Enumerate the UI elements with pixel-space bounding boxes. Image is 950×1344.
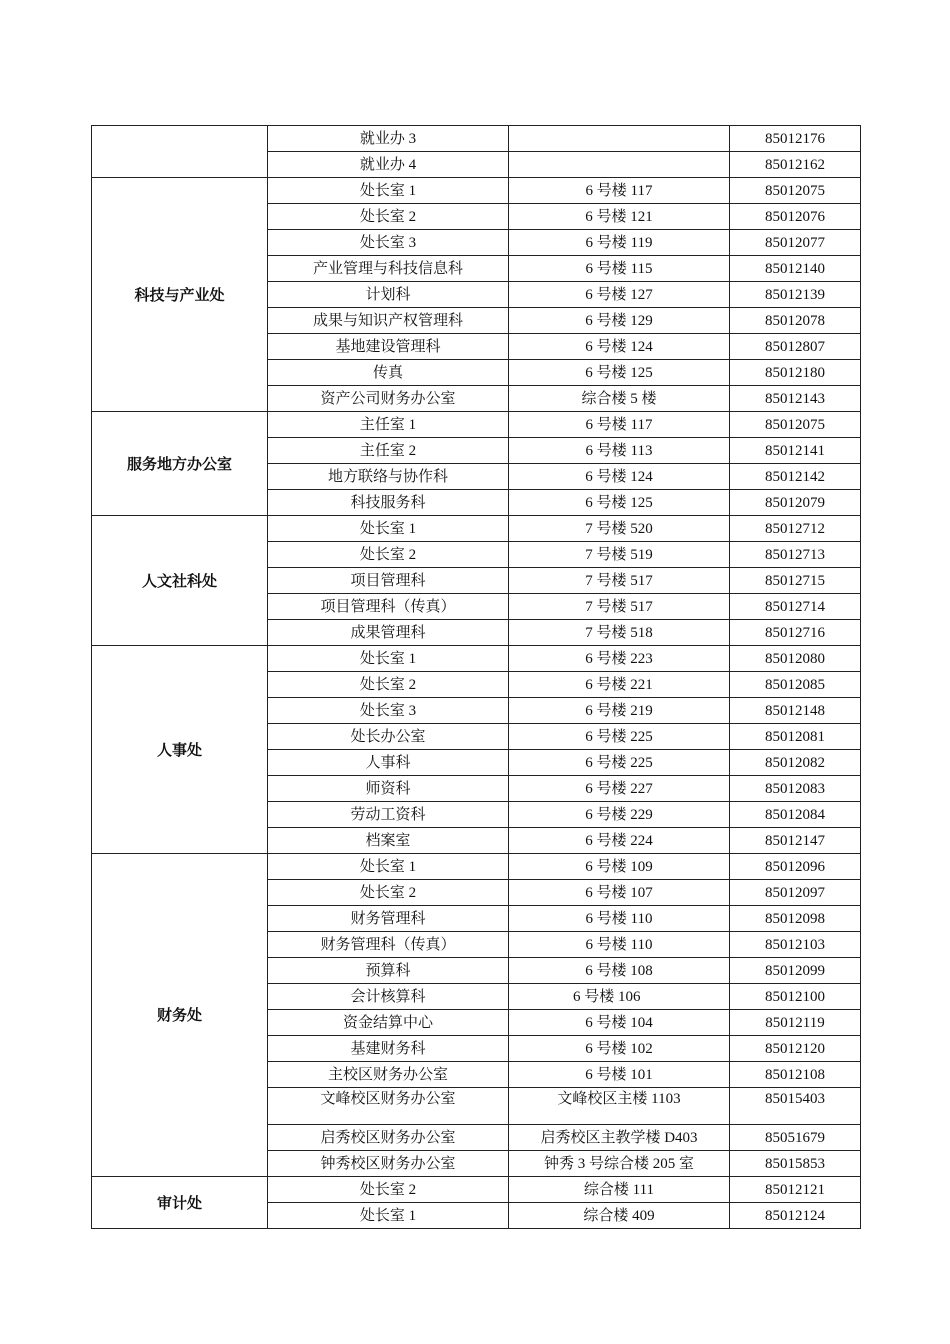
phone-number: 85012083 [730,776,861,802]
office-location: 6 号楼 110 [509,906,730,932]
office-name: 处长室 2 [268,542,509,568]
office-name: 启秀校区财务办公室 [268,1125,509,1151]
phone-number: 85012715 [730,568,861,594]
table-row [92,646,861,672]
phone-number: 85012084 [730,802,861,828]
phone-number: 85051679 [730,1125,861,1151]
office-location: 6 号楼 102 [509,1036,730,1062]
phone-number: 85012142 [730,464,861,490]
office-name: 处长室 3 [268,698,509,724]
office-location: 6 号楼 104 [509,1010,730,1036]
office-name: 成果与知识产权管理科 [268,308,509,334]
phone-number: 85012119 [730,1010,861,1036]
phone-number: 85012108 [730,1062,861,1088]
office-name: 财务管理科 [268,906,509,932]
phone-number: 85012077 [730,230,861,256]
phone-number: 85012080 [730,646,861,672]
phone-number: 85012120 [730,1036,861,1062]
department-name: 科技与产业处 [92,178,268,412]
phone-number: 85012140 [730,256,861,282]
office-name: 人事科 [268,750,509,776]
phone-directory-body [92,126,861,1229]
phone-number: 85012079 [730,490,861,516]
office-location: 6 号楼 129 [509,308,730,334]
office-location: 综合楼 409 [509,1203,730,1229]
office-location: 钟秀 3 号综合楼 205 室 [509,1151,730,1177]
office-name: 就业办 4 [268,152,509,178]
office-location: 6 号楼 124 [509,334,730,360]
office-name: 项目管理科 [268,568,509,594]
office-location: 7 号楼 519 [509,542,730,568]
phone-number: 85012148 [730,698,861,724]
office-location: 6 号楼 110 [509,932,730,958]
phone-number: 85012100 [730,984,861,1010]
department-name: 人文社科处 [92,516,268,646]
office-location: 6 号楼 127 [509,282,730,308]
office-location [509,126,730,152]
office-name: 主校区财务办公室 [268,1062,509,1088]
office-name: 处长办公室 [268,724,509,750]
office-location: 6 号楼 229 [509,802,730,828]
office-name: 基地建设管理科 [268,334,509,360]
phone-number: 85012143 [730,386,861,412]
office-name: 文峰校区财务办公室 [268,1088,509,1125]
office-location: 6 号楼 124 [509,464,730,490]
phone-number: 85012096 [730,854,861,880]
phone-number: 85012085 [730,672,861,698]
department-name [92,126,268,178]
office-location: 7 号楼 517 [509,594,730,620]
phone-number: 85012075 [730,178,861,204]
office-name: 预算科 [268,958,509,984]
office-name: 钟秀校区财务办公室 [268,1151,509,1177]
office-location: 6 号楼 121 [509,204,730,230]
office-location: 文峰校区主楼 1103 [509,1088,730,1125]
office-name: 档案室 [268,828,509,854]
phone-number: 85012124 [730,1203,861,1229]
phone-number: 85012176 [730,126,861,152]
office-location: 7 号楼 518 [509,620,730,646]
table-row [92,516,861,542]
office-name: 处长室 3 [268,230,509,256]
department-name: 服务地方办公室 [92,412,268,516]
phone-number: 85012139 [730,282,861,308]
office-location: 6 号楼 224 [509,828,730,854]
phone-number: 85012121 [730,1177,861,1203]
phone-number: 85012714 [730,594,861,620]
phone-number: 85012078 [730,308,861,334]
office-location: 6 号楼 106 [509,984,730,1010]
office-location: 6 号楼 221 [509,672,730,698]
office-location: 6 号楼 227 [509,776,730,802]
office-name: 会计核算科 [268,984,509,1010]
phone-number: 85012075 [730,412,861,438]
office-location: 6 号楼 109 [509,854,730,880]
phone-number: 85012807 [730,334,861,360]
office-name: 科技服务科 [268,490,509,516]
office-name: 处长室 2 [268,880,509,906]
phone-number: 85012076 [730,204,861,230]
office-location: 6 号楼 225 [509,750,730,776]
office-location: 6 号楼 107 [509,880,730,906]
office-name: 处长室 1 [268,178,509,204]
office-location: 7 号楼 520 [509,516,730,542]
office-name: 处长室 1 [268,516,509,542]
table-row [92,854,861,880]
office-location: 6 号楼 117 [509,412,730,438]
office-location: 6 号楼 125 [509,490,730,516]
office-name: 传真 [268,360,509,386]
office-name: 项目管理科（传真） [268,594,509,620]
office-name: 处长室 1 [268,854,509,880]
office-name: 劳动工资科 [268,802,509,828]
department-name: 人事处 [92,646,268,854]
office-location [509,152,730,178]
phone-number: 85015403 [730,1088,861,1125]
office-name: 基建财务科 [268,1036,509,1062]
office-name: 处长室 2 [268,204,509,230]
phone-number: 85012716 [730,620,861,646]
office-name: 成果管理科 [268,620,509,646]
office-name: 地方联络与协作科 [268,464,509,490]
office-name: 处长室 2 [268,672,509,698]
office-name: 资产公司财务办公室 [268,386,509,412]
phone-number: 85012141 [730,438,861,464]
phone-number: 85012081 [730,724,861,750]
office-name: 处长室 1 [268,1203,509,1229]
office-name: 处长室 1 [268,646,509,672]
office-name: 财务管理科（传真） [268,932,509,958]
office-name: 资金结算中心 [268,1010,509,1036]
phone-number: 85012099 [730,958,861,984]
office-name: 主任室 1 [268,412,509,438]
phone-number: 85012103 [730,932,861,958]
phone-number: 85012098 [730,906,861,932]
department-name: 财务处 [92,854,268,1177]
office-location: 7 号楼 517 [509,568,730,594]
office-location: 6 号楼 119 [509,230,730,256]
office-location: 6 号楼 223 [509,646,730,672]
office-location: 6 号楼 115 [509,256,730,282]
office-location: 6 号楼 101 [509,1062,730,1088]
office-location: 6 号楼 117 [509,178,730,204]
phone-number: 85012713 [730,542,861,568]
phone-number: 85012147 [730,828,861,854]
phone-number: 85012712 [730,516,861,542]
office-location: 启秀校区主教学楼 D403 [509,1125,730,1151]
office-location: 6 号楼 113 [509,438,730,464]
phone-directory-table [91,125,861,1229]
table-row [92,412,861,438]
office-name: 师资科 [268,776,509,802]
office-name: 主任室 2 [268,438,509,464]
office-name: 产业管理与科技信息科 [268,256,509,282]
phone-number: 85012082 [730,750,861,776]
phone-number: 85012097 [730,880,861,906]
office-location: 6 号楼 219 [509,698,730,724]
phone-number: 85012180 [730,360,861,386]
office-location: 6 号楼 225 [509,724,730,750]
office-location: 综合楼 111 [509,1177,730,1203]
table-row [92,178,861,204]
phone-number: 85012162 [730,152,861,178]
office-name: 计划科 [268,282,509,308]
office-location: 6 号楼 108 [509,958,730,984]
office-location: 综合楼 5 楼 [509,386,730,412]
table-row [92,126,861,152]
office-name: 就业办 3 [268,126,509,152]
phone-number: 85015853 [730,1151,861,1177]
office-name: 处长室 2 [268,1177,509,1203]
department-name: 审计处 [92,1177,268,1229]
office-location: 6 号楼 125 [509,360,730,386]
table-row [92,1177,861,1203]
